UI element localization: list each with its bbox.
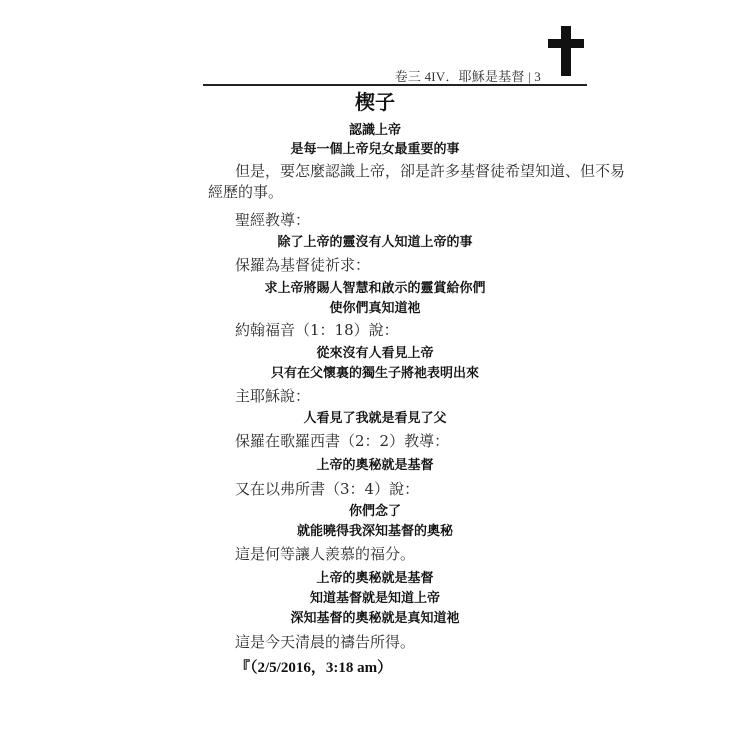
john-quote-2: 只有在父懷裏的獨生子將祂表明出來	[270, 366, 479, 381]
intro-line-1: 認識上帝	[348, 123, 401, 138]
blessing-label: 這是何等讓人羨慕的福分。	[235, 545, 416, 563]
bible-quote: 除了上帝的靈沒有人知道上帝的事	[277, 235, 473, 250]
colossians-quote: 上帝的奧秘就是基督	[316, 458, 434, 473]
blessing-quote-3: 深知基督的奧秘就是真知道祂	[290, 611, 460, 626]
john-quote-1: 從來沒有人看見上帝	[316, 346, 434, 361]
closing-date: 『（2/5/2016，3:18 am）	[235, 660, 393, 676]
john-label: 約翰福音（1：18）說：	[235, 321, 399, 339]
paul-prayer-quote-2: 使你們真知道祂	[329, 301, 421, 316]
blessing-quote-1: 上帝的奧秘就是基督	[316, 571, 434, 586]
ephesians-label: 又在以弗所書（3：4）說：	[235, 480, 420, 498]
paul-prayer-quote-1: 求上帝將賜人智慧和啟示的靈賞給你們	[264, 281, 486, 296]
intro-line-2: 是每一個上帝兒女最重要的事	[290, 142, 460, 157]
blessing-quote-2: 知道基督就是知道上帝	[309, 591, 440, 606]
paragraph-line-1: 但是，要怎麼認識上帝，卻是許多基督徒希望知道、但不易	[235, 162, 626, 180]
paul-prayer-label: 保羅為基督徒祈求：	[235, 256, 371, 274]
paragraph-line-2: 經歷的事。	[208, 183, 284, 201]
page-title: 楔子	[355, 90, 395, 114]
jesus-label: 主耶穌說：	[235, 387, 311, 405]
running-header-title: 卷三 4IV．耶穌是基督 | 3	[394, 69, 541, 84]
colossians-label: 保羅在歌羅西書（2：2）教導：	[235, 432, 450, 450]
ephesians-quote-1: 你們念了	[348, 504, 401, 519]
closing-text: 這是今天清晨的禱告所得。	[235, 633, 416, 651]
latin-cross-icon	[548, 26, 584, 76]
ephesians-quote-2: 就能曉得我深知基督的奧秘	[296, 524, 453, 539]
jesus-quote: 人看見了我就是看見了父	[303, 411, 447, 426]
bible-label: 聖經教導：	[235, 211, 311, 229]
